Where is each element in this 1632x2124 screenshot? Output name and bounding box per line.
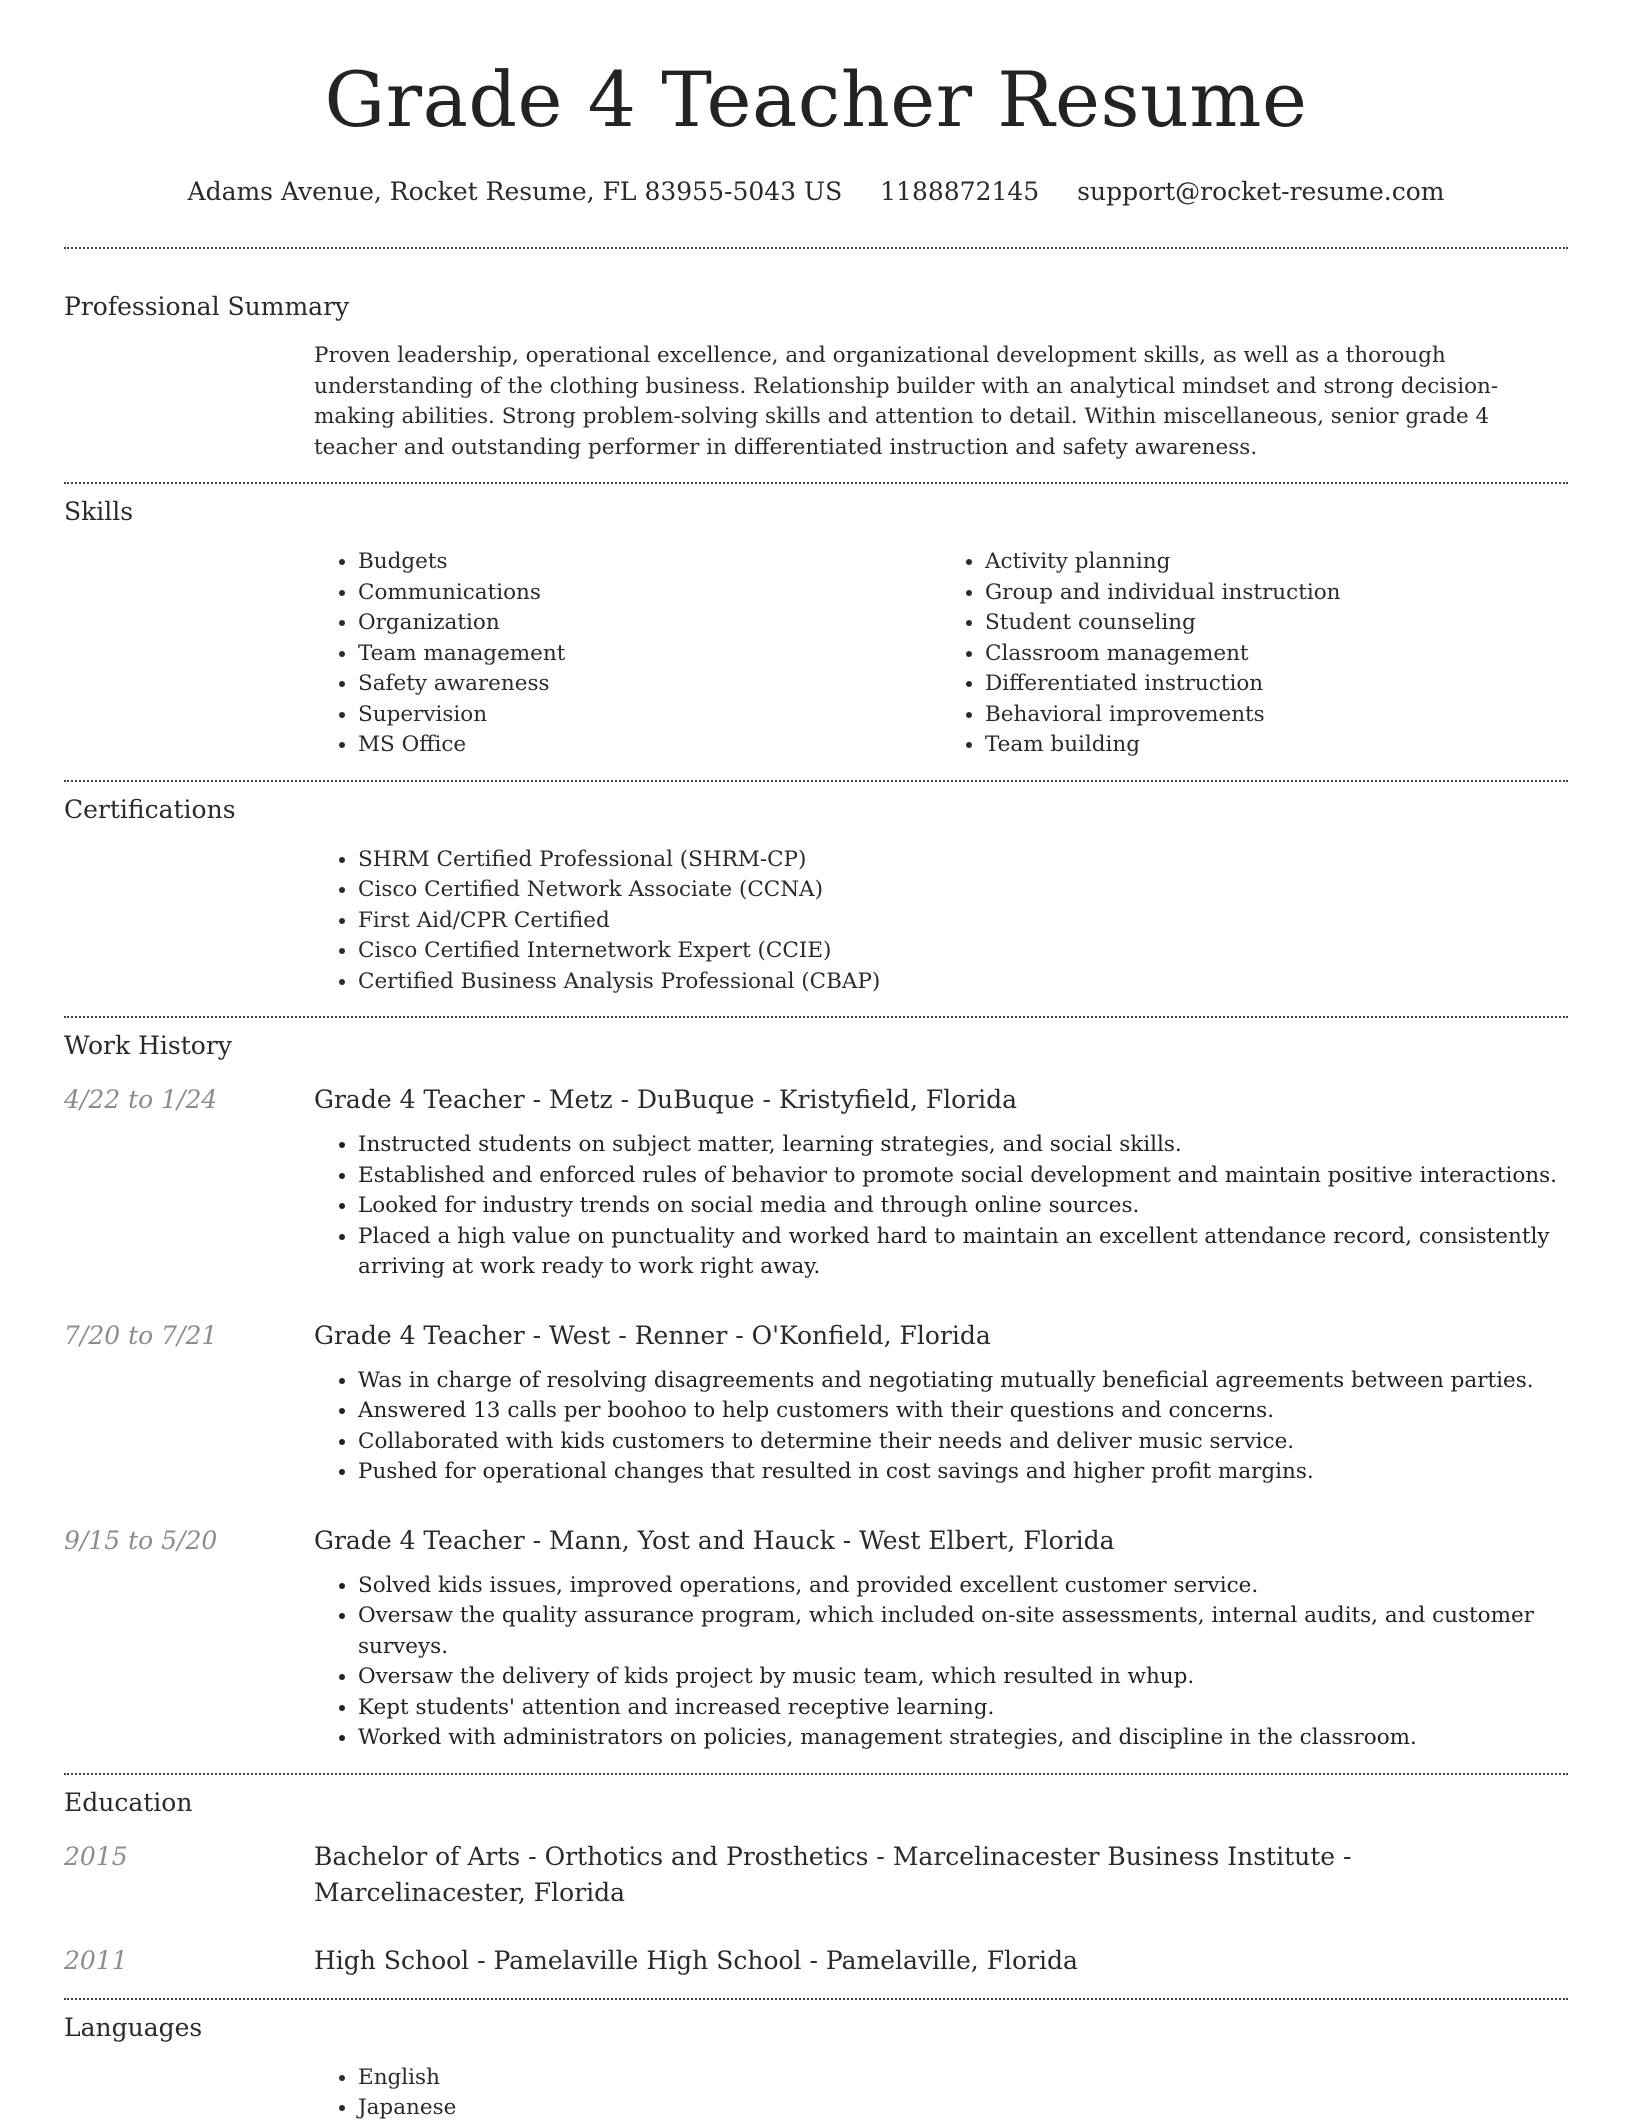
certifications-body bbox=[314, 845, 1568, 998]
job-title: Grade 4 Teacher - West - Renner - O'Konfield, Florida bbox=[314, 1320, 991, 1350]
summary-body bbox=[314, 341, 1568, 463]
skill-item: • Activity planning bbox=[985, 547, 1568, 578]
certification-item: • Certified Business Analysis Professional (CBAP) bbox=[358, 967, 1568, 998]
skill-item: • Safety awareness bbox=[358, 669, 941, 700]
job-title: Grade 4 Teacher - Mann, Yost and Hauck - West Elbert, Florida bbox=[314, 1525, 1115, 1555]
section-work-history bbox=[64, 1018, 1568, 1754]
job-bullet: • Oversaw the quality assurance program, which included on-site assessments, internal audits, and customer surveys. bbox=[358, 1601, 1568, 1662]
section-heading: Languages bbox=[64, 2012, 203, 2042]
job-dates: 4/22 to 1/24 bbox=[64, 1085, 218, 1114]
education-year: 2011 bbox=[64, 1945, 128, 1975]
education-title: Bachelor of Arts - Orthotics and Prosthetics - Marcelinacester Business Institute - Marcelinacester, Florida bbox=[314, 1841, 1352, 1907]
certification-item: • Cisco Certified Internetwork Expert (CCIE) bbox=[358, 936, 1568, 967]
resume-page bbox=[64, 0, 1568, 2124]
skill-item: • Communications bbox=[358, 578, 941, 609]
language-item: • English bbox=[358, 2063, 1568, 2094]
job-bullet: • Looked for industry trends on social media and through online sources. bbox=[358, 1191, 1568, 1222]
certification-item: • Cisco Certified Network Associate (CCNA) bbox=[358, 875, 1568, 906]
certification-item: • SHRM Certified Professional (SHRM-CP) bbox=[358, 845, 1568, 876]
job-bullets bbox=[314, 1130, 1568, 1283]
skill-item: • Budgets bbox=[358, 547, 941, 578]
contact-line bbox=[64, 174, 1568, 210]
job-bullet: • Was in charge of resolving disagreements and negotiating mutually beneficial agreements between parties. bbox=[358, 1366, 1568, 1397]
job-details bbox=[314, 1082, 1568, 1283]
section-education bbox=[64, 1775, 1568, 1979]
skill-item: • Student counseling bbox=[985, 608, 1568, 639]
section-heading: Education bbox=[64, 1787, 193, 1817]
skill-item: • Differentiated instruction bbox=[985, 669, 1568, 700]
section-heading: Certifications bbox=[64, 794, 236, 824]
job-bullet: • Kept students' attention and increased receptive learning. bbox=[358, 1693, 1568, 1724]
job-bullet: • Worked with administrators on policies, management strategies, and discipline in the classroom. bbox=[358, 1723, 1568, 1754]
education-entry bbox=[64, 1943, 1568, 1979]
page-title: Grade 4 Teacher Resume bbox=[324, 55, 1308, 144]
job-title: Grade 4 Teacher - Metz - DuBuque - Kristyfield, Florida bbox=[314, 1085, 1018, 1114]
job-bullet: • Placed a high value on punctuality and worked hard to maintain an excellent attendance record, consistently arriving at work ready to work right away. bbox=[358, 1222, 1568, 1283]
job-dates: 7/20 to 7/21 bbox=[64, 1320, 218, 1350]
job-bullet: • Oversaw the delivery of kids project by music team, which resulted in whup. bbox=[358, 1662, 1568, 1693]
skills-body bbox=[314, 547, 1568, 761]
certification-item: • First Aid/CPR Certified bbox=[358, 906, 1568, 937]
languages-body bbox=[314, 2063, 1568, 2124]
skill-item: • Organization bbox=[358, 608, 941, 639]
education-entry bbox=[64, 1839, 1568, 1911]
skills-list-left bbox=[314, 547, 941, 761]
contact-phone: 1188872145 bbox=[880, 177, 1040, 206]
skill-item: • MS Office bbox=[358, 730, 941, 761]
section-languages bbox=[64, 2000, 1568, 2124]
contact-email: support@rocket-resume.com bbox=[1077, 177, 1445, 206]
skills-columns bbox=[314, 547, 1568, 761]
education-entries bbox=[64, 1839, 1568, 1979]
job-dates: 9/15 to 5/20 bbox=[64, 1525, 218, 1555]
job-bullet: • Answered 13 calls per boohoo to help customers with their questions and concerns. bbox=[358, 1396, 1568, 1427]
section-heading: Professional Summary bbox=[64, 292, 350, 321]
job-bullet: • Instructed students on subject matter, learning strategies, and social skills. bbox=[358, 1130, 1568, 1161]
section-heading: Skills bbox=[64, 497, 134, 526]
certifications-list bbox=[314, 845, 1568, 998]
education-year: 2015 bbox=[64, 1841, 128, 1871]
job-bullets bbox=[314, 1366, 1568, 1488]
skill-item: • Group and individual instruction bbox=[985, 578, 1568, 609]
section-skills bbox=[64, 484, 1568, 761]
job-bullets bbox=[314, 1571, 1568, 1754]
skill-item: • Classroom management bbox=[985, 639, 1568, 670]
work-entries bbox=[64, 1082, 1568, 1754]
job-bullet: • Established and enforced rules of behavior to promote social development and maintain positive interactions. bbox=[358, 1161, 1568, 1192]
skill-item: • Team building bbox=[985, 730, 1568, 761]
section-summary bbox=[64, 249, 1568, 463]
job-bullet: • Collaborated with kids customers to determine their needs and deliver music service. bbox=[358, 1427, 1568, 1458]
languages-list bbox=[314, 2063, 1568, 2124]
job-entry bbox=[64, 1523, 1568, 1754]
job-details bbox=[314, 1523, 1568, 1754]
job-bullet: • Solved kids issues, improved operations, and provided excellent customer service. bbox=[358, 1571, 1568, 1602]
education-title: High School - Pamelaville High School - Pamelaville, Florida bbox=[314, 1945, 1078, 1975]
job-entry bbox=[64, 1082, 1568, 1283]
summary-text: Proven leadership, operational excellence, and organizational development skills, as well as a thorough understanding of the clothing business. Relationship builder with an analytical mindset and strong decision-making abilities. Strong problem-solving skills and attention to detail. Within miscellaneous, senior grade 4 teacher and outstanding performer in differentiated instruction and safety awareness. bbox=[314, 343, 1499, 460]
skill-item: • Supervision bbox=[358, 700, 941, 731]
section-certifications bbox=[64, 782, 1568, 998]
skill-item: • Behavioral improvements bbox=[985, 700, 1568, 731]
contact-address: Adams Avenue, Rocket Resume, FL 83955-5043 US bbox=[187, 177, 843, 206]
section-heading: Work History bbox=[64, 1031, 232, 1060]
job-details bbox=[314, 1318, 1568, 1488]
skills-list-right bbox=[941, 547, 1568, 761]
job-entry bbox=[64, 1318, 1568, 1488]
language-item: • Japanese bbox=[358, 2093, 1568, 2124]
job-bullet: • Pushed for operational changes that resulted in cost savings and higher profit margins. bbox=[358, 1457, 1568, 1488]
skill-item: • Team management bbox=[358, 639, 941, 670]
